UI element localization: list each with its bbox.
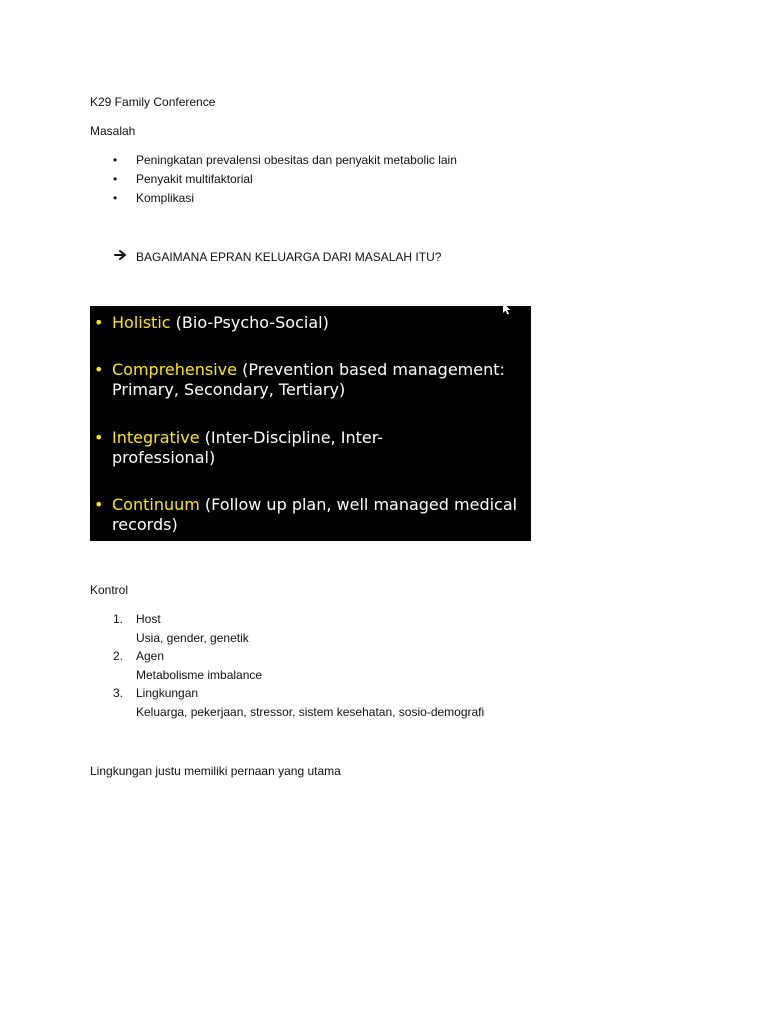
slide-detail: (Follow up plan, well managed medical records) bbox=[112, 495, 518, 534]
kontrol-item-title: Agen bbox=[136, 649, 165, 663]
slide-bullet: • bbox=[94, 313, 104, 332]
slide-bullet: • bbox=[94, 495, 104, 514]
slide-item-text bbox=[112, 313, 522, 333]
slide-bullet: • bbox=[94, 428, 104, 447]
list-number: 2. bbox=[113, 649, 124, 663]
slide-item-text bbox=[112, 428, 422, 468]
bullet-dot: • bbox=[113, 172, 118, 186]
arrow-right-icon bbox=[114, 249, 128, 261]
slide-detail: (Prevention based management: Primary, Secondary, Tertiary) bbox=[112, 360, 505, 399]
slide-item-text bbox=[112, 360, 522, 400]
slide-detail: (Bio-Psycho-Social) bbox=[170, 313, 329, 332]
slide-detail: (Inter-Discipline, Inter-professional) bbox=[112, 428, 384, 467]
slide-image bbox=[90, 306, 531, 541]
kontrol-item-title: Host bbox=[136, 612, 161, 626]
list-number: 1. bbox=[113, 612, 124, 626]
conclusion-text: Lingkungan justu memiliki pernaan yang utama bbox=[90, 764, 341, 778]
kontrol-item-detail: Metabolisme imbalance bbox=[136, 668, 263, 682]
slide-item-text bbox=[112, 495, 522, 535]
masalah-item: Komplikasi bbox=[136, 191, 195, 205]
masalah-item: Penyakit multifaktorial bbox=[136, 172, 253, 186]
doc-title: K29 Family Conference bbox=[90, 95, 216, 109]
slide-keyword: Comprehensive bbox=[112, 360, 237, 379]
masalah-item: Peningkatan prevalensi obesitas dan penyakit metabolic lain bbox=[136, 153, 457, 167]
slide-keyword: Holistic bbox=[112, 313, 171, 332]
slide-keyword: Continuum bbox=[112, 495, 200, 514]
bullet-dot: • bbox=[113, 191, 118, 205]
slide-keyword: Integrative bbox=[112, 428, 200, 447]
list-number: 3. bbox=[113, 686, 124, 700]
kontrol-item-detail: Keluarga, pekerjaan, stressor, sistem kesehatan, sosio-demografi bbox=[136, 705, 485, 719]
kontrol-heading: Kontrol bbox=[90, 583, 129, 597]
kontrol-item-title: Lingkungan bbox=[136, 686, 199, 700]
question-text: BAGAIMANA EPRAN KELUARGA DARI MASALAH ITU? bbox=[136, 250, 442, 264]
bullet-dot: • bbox=[113, 153, 118, 167]
slide-bullet: • bbox=[94, 360, 104, 379]
masalah-heading: Masalah bbox=[90, 124, 136, 138]
kontrol-item-detail: Usia, gender, genetik bbox=[136, 631, 249, 645]
